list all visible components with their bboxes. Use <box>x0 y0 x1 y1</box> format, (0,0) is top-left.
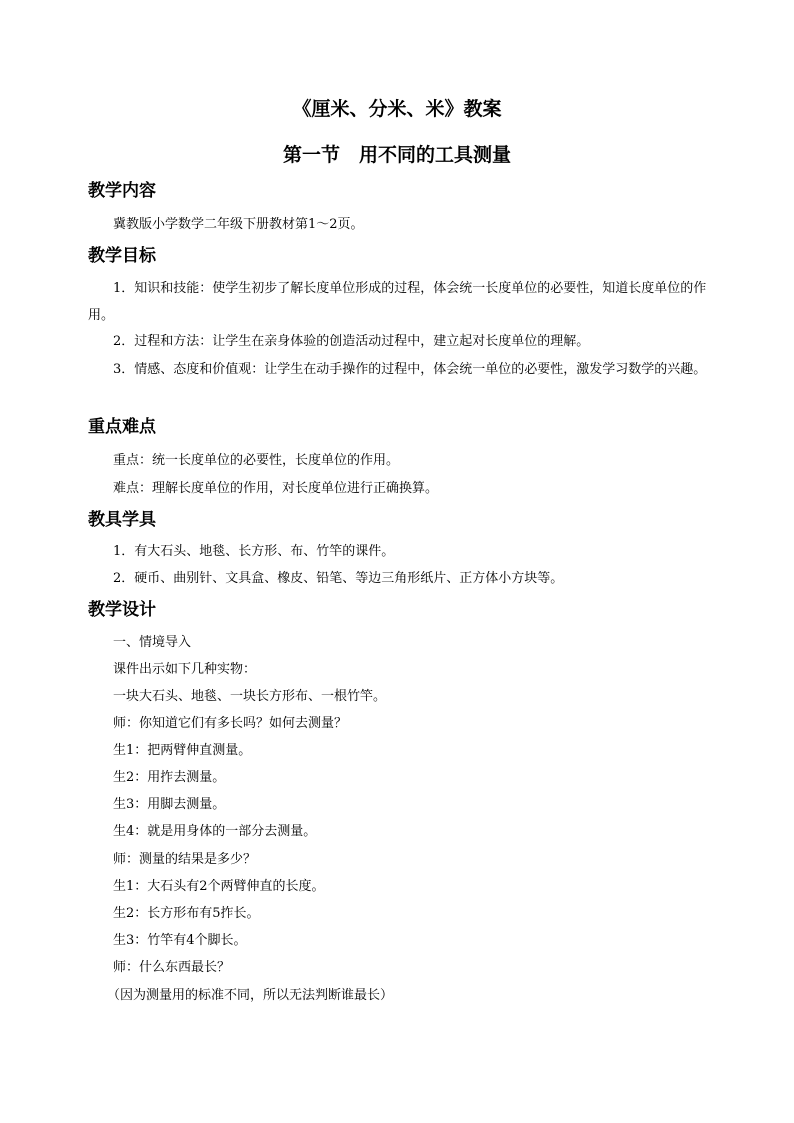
heading-teaching-goals: 教学目标 <box>88 246 156 266</box>
design-line: 师：什么东西最长？ <box>113 960 231 975</box>
design-line: 生3：竹竿有4个脚长。 <box>113 933 247 948</box>
document-title: 《厘米、分米、米》教案 <box>292 98 502 120</box>
design-line: 生2：长方形布有5拃长。 <box>113 906 260 921</box>
design-line: 生2：用拃去测量。 <box>113 770 226 785</box>
section-subtitle: 第一节 用不同的工具测量 <box>282 144 511 166</box>
tool-item: 1．有大石头、地毯、长方形、布、竹竿的课件。 <box>113 544 395 559</box>
heading-teaching-tools: 教具学具 <box>88 510 156 530</box>
key-point-item: 重点：统一长度单位的必要性，长度单位的作用。 <box>113 453 400 468</box>
goal-item: 1．知识和技能：使学生初步了解长度单位形成的过程，体会统一长度单位的必要性，知道长度单位的作用。 <box>88 281 707 323</box>
goal-item: 3．情感、态度和价值观：让学生在动手操作的过程中，体会统一单位的必要性，激发学习数学的兴趣。 <box>113 362 707 377</box>
design-line: 一块大石头、地毯、一块长方形布、一根竹竿。 <box>113 689 387 704</box>
heading-teaching-design: 教学设计 <box>88 600 156 620</box>
design-line: 一、情境导入 <box>113 635 192 650</box>
heading-teaching-content: 教学内容 <box>88 181 156 201</box>
heading-key-points: 重点难点 <box>88 417 156 437</box>
goal-item: 2．过程和方法：让学生在亲身体验的创造活动过程中，建立起对长度单位的理解。 <box>113 334 590 349</box>
key-point-item: 难点：理解长度单位的作用，对长度单位进行正确换算。 <box>113 481 439 496</box>
design-line: 生1：把两臂伸直测量。 <box>113 743 252 758</box>
content-text: 冀教版小学数学二年级下册教材第1～2页。 <box>113 217 364 232</box>
design-line: （因为测量用的标准不同，所以无法判断谁最长） <box>107 988 394 1003</box>
design-line: 生4：就是用身体的一部分去测量。 <box>113 824 317 839</box>
tool-item: 2．硬币、曲别针、文具盒、橡皮、铅笔、等边三角形纸片、正方体小方块等。 <box>113 571 564 586</box>
design-line: 生1：大石头有2个两臂伸直的长度。 <box>113 879 325 894</box>
design-line: 师：测量的结果是多少？ <box>113 852 257 867</box>
design-line: 生3：用脚去测量。 <box>113 797 226 812</box>
design-line: 课件出示如下几种实物： <box>113 662 257 677</box>
design-line: 师：你知道它们有多长吗？如何去测量？ <box>113 716 348 731</box>
